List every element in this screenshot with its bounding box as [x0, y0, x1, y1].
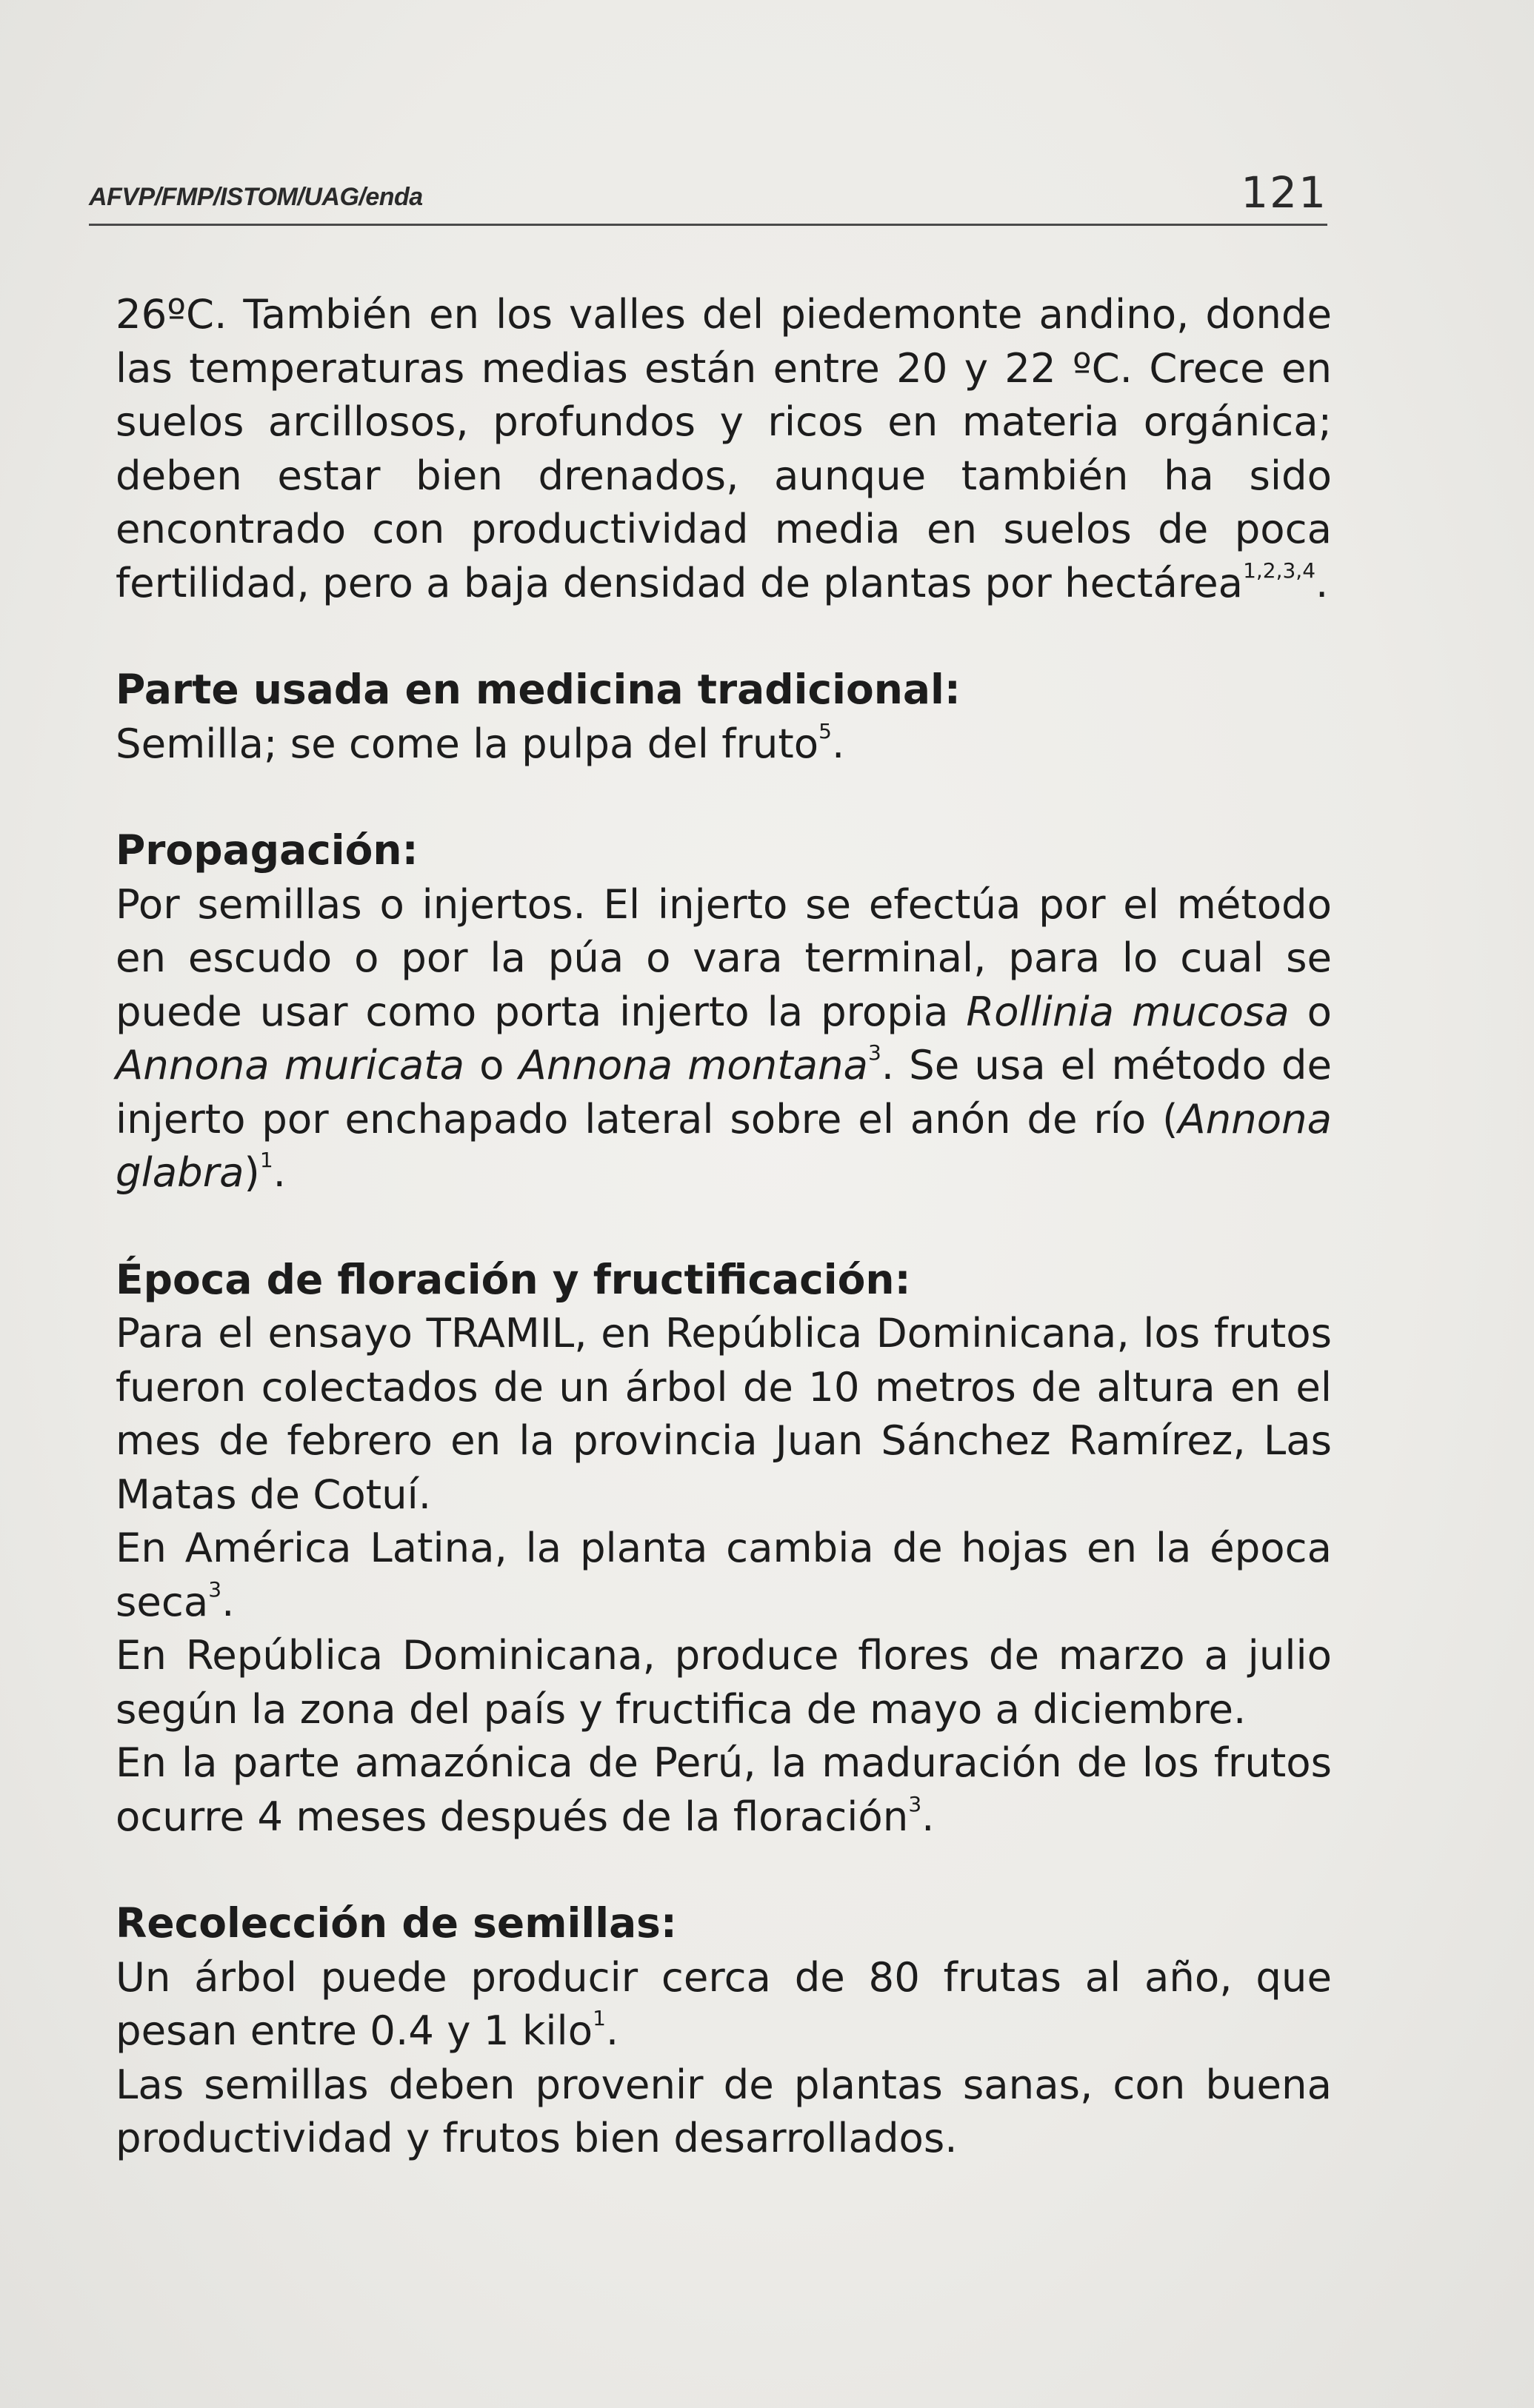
epoca-paragraph-3: En República Dominicana, produce flores de marzo a julio según la zona del país y fructifica de mayo a diciembre.	[116, 1631, 1332, 1733]
propagacion-text: o	[464, 1041, 519, 1088]
parte-usada-paragraph	[116, 717, 1332, 771]
section-heading: Propagación:	[116, 826, 418, 874]
page-body	[116, 287, 1332, 2165]
propagacion-text: )	[244, 1148, 260, 1196]
page-number: 121	[1241, 167, 1327, 218]
recoleccion-end: .	[605, 2007, 619, 2054]
section-heading: Época de floración y fructificación:	[116, 1255, 911, 1303]
reference-mark: 1	[259, 1148, 273, 1172]
intro-paragraph	[116, 287, 1332, 609]
propagacion-end: .	[273, 1148, 286, 1196]
reference-mark: 1	[593, 2006, 606, 2030]
reference-mark: 3	[908, 1791, 922, 1816]
propagacion-text: Por semillas o injertos. El injerto se efectúa por el método en escudo o por la púa o vara terminal, para lo cual se puede usar como porta injerto la propia	[116, 880, 1332, 1035]
section-parte-usada	[116, 663, 1332, 770]
parte-usada-end: .	[831, 719, 845, 767]
reference-mark: 3	[867, 1040, 881, 1065]
section-recoleccion	[116, 1896, 1332, 2165]
reference-mark: 3	[208, 1576, 222, 1602]
propagacion-paragraph	[116, 877, 1332, 1200]
epoca-end: .	[221, 1577, 235, 1625]
epoca-text: En la parte amazónica de Perú, la maduración de los frutos ocurre 4 meses después de la floración	[116, 1739, 1332, 1840]
section-propagacion	[116, 823, 1332, 1200]
running-title: AFVP/FMP/ISTOM/UAG/enda	[89, 183, 423, 211]
epoca-paragraph-2	[116, 1521, 1332, 1628]
epoca-paragraph-4	[116, 1736, 1332, 1843]
section-heading: Parte usada en medicina tradicional:	[116, 666, 961, 713]
intro-end: .	[1315, 558, 1329, 606]
epoca-end: .	[921, 1792, 935, 1840]
page-header	[89, 157, 1327, 226]
reference-mark: 1,2,3,4	[1243, 558, 1316, 583]
propagacion-text: . Se usa el método de injerto por enchapado lateral sobre el anón de río (	[116, 1041, 1332, 1143]
section-epoca	[116, 1253, 1332, 1844]
parte-usada-text: Semilla; se come la pulpa del fruto	[116, 719, 819, 767]
propagacion-text: o	[1289, 987, 1333, 1035]
reference-mark: 5	[818, 718, 832, 743]
recoleccion-paragraph-1	[116, 1950, 1332, 2058]
epoca-text: En América Latina, la planta cambia de hojas en la época seca	[116, 1524, 1332, 1625]
recoleccion-text: Un árbol puede producir cerca de 80 frutas al año, que pesan entre 0.4 y 1 kilo	[116, 1953, 1332, 2054]
species-name: Annona glabra	[116, 1094, 1332, 1196]
epoca-paragraph-1: Para el ensayo TRAMIL, en República Dominicana, los frutos fueron colectados de un árbol de 10 metros de altura en el mes de febrero en la provincia Juan Sánchez Ramírez, Las Matas de Cotuí.	[116, 1309, 1332, 1518]
section-heading: Recolección de semillas:	[116, 1899, 677, 1947]
intro-text: 26ºC. También en los valles del piedemonte andino, donde las temperaturas medias están entre 20 y 22 ºC. Crece en suelos arcillosos, profundos y ricos en materia orgánica; deben estar bien drenados, aunque también ha sido encontrado con productividad media en suelos de poca fertilidad, pero a baja densidad de plantas por hectárea	[116, 290, 1332, 606]
species-name: Annona montana	[518, 1041, 868, 1088]
species-name: Rollinia mucosa	[966, 987, 1290, 1035]
species-name: Annona muricata	[116, 1041, 465, 1088]
recoleccion-paragraph-2: Las semillas deben provenir de plantas sanas, con buena productividad y frutos bien desarrollados.	[116, 2060, 1332, 2161]
